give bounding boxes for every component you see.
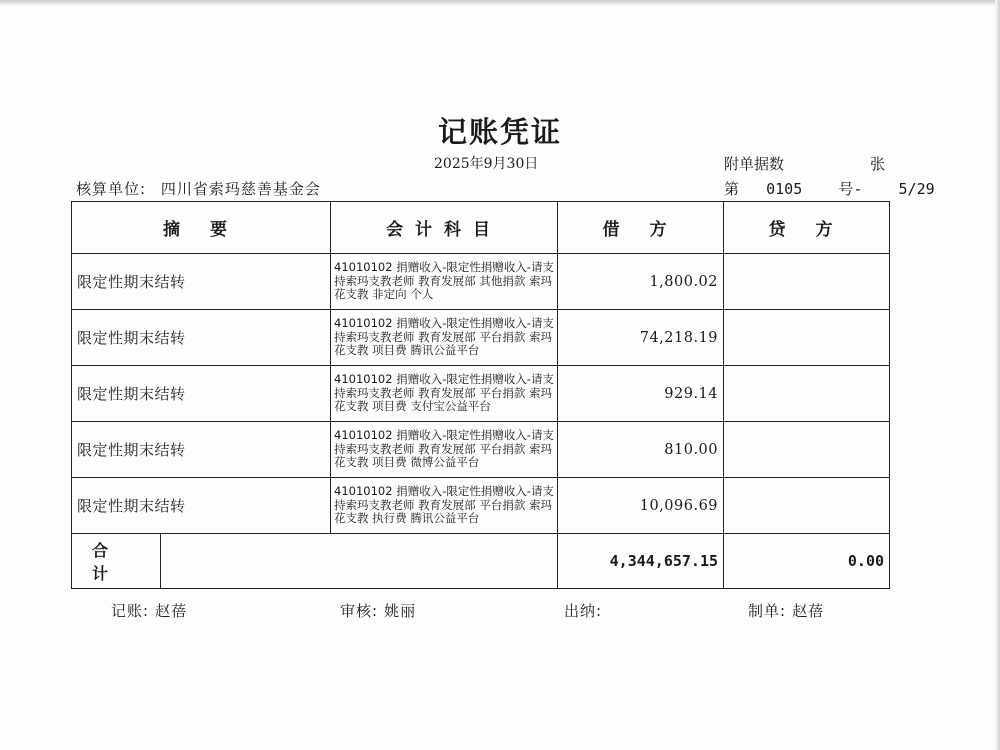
accounting-unit-name: 四川省索玛慈善基金会 [160, 180, 321, 198]
credit-cell [724, 310, 890, 366]
debit-cell: 10,096.69 [558, 478, 724, 534]
voucher-number-value: 0105 [766, 180, 803, 198]
debit-cell: 929.14 [558, 366, 724, 422]
debit-cell: 74,218.19 [558, 310, 724, 366]
credit-cell [724, 366, 890, 422]
debit-cell: 810.00 [558, 422, 724, 478]
attachment-label: 附单据数 [724, 155, 785, 173]
table-row [72, 254, 890, 310]
reviewer-name: 姚丽 [384, 602, 417, 620]
accounting-unit-label: 核算单位: [76, 180, 147, 198]
column-header-account: 会计科目 [331, 202, 558, 254]
table-row [72, 310, 890, 366]
total-row [72, 534, 890, 589]
bookkeeper-name: 赵蓓 [155, 602, 188, 620]
scan-edge [0, 0, 1000, 6]
voucher-page: 5/29 [898, 180, 935, 198]
summary-cell: 限定性期末结转 [72, 366, 331, 422]
bookkeeper-label: 记账: [111, 602, 150, 620]
table-row [72, 478, 890, 534]
table-row [72, 366, 890, 422]
summary-cell: 限定性期末结转 [72, 478, 331, 534]
summary-cell: 限定性期末结转 [72, 310, 331, 366]
voucher-prefix: 第 [724, 180, 740, 198]
voucher-suffix: 号- [838, 180, 863, 198]
signature-preparer [748, 600, 824, 621]
account-cell: 41010102 捐赠收入-限定性捐赠收入-请支持索玛支教老师 教育发展部 平台捐款 索玛花支教 项目费 支付宝公益平台 [331, 366, 558, 422]
account-cell: 41010102 捐赠收入-限定性捐赠收入-请支持索玛支教老师 教育发展部 平台捐款 索玛花支教 执行费 腾讯公益平台 [331, 478, 558, 534]
credit-cell [724, 478, 890, 534]
total-label: 合 计 [72, 534, 161, 589]
summary-cell: 限定性期末结转 [72, 422, 331, 478]
column-header-debit: 借 方 [558, 202, 724, 254]
account-cell: 41010102 捐赠收入-限定性捐赠收入-请支持索玛支教老师 教育发展部 平台捐款 索玛花支教 项目费 腾讯公益平台 [331, 310, 558, 366]
voucher-title: 记账凭证 [437, 115, 562, 149]
signature-bookkeeper [111, 600, 187, 621]
preparer-name: 赵蓓 [792, 602, 825, 620]
ledger-table [71, 201, 890, 589]
voucher-number [724, 178, 935, 199]
total-debit: 4,344,657.15 [558, 534, 724, 589]
account-cell: 41010102 捐赠收入-限定性捐赠收入-请支持索玛支教老师 教育发展部 其他捐款 索玛花支教 非定向 个人 [331, 254, 558, 310]
account-cell: 41010102 捐赠收入-限定性捐赠收入-请支持索玛支教老师 教育发展部 平台捐款 索玛花支教 项目费 微博公益平台 [331, 422, 558, 478]
credit-cell [724, 422, 890, 478]
preparer-label: 制单: [748, 602, 787, 620]
voucher-date: 2025年9月30日 [434, 156, 539, 172]
signature-cashier [564, 600, 608, 621]
column-header-summary: 摘 要 [72, 202, 331, 254]
accounting-unit [76, 178, 321, 199]
column-header-credit: 贷 方 [724, 202, 890, 254]
credit-cell [724, 254, 890, 310]
total-blank-cell [161, 534, 558, 589]
summary-cell: 限定性期末结转 [72, 254, 331, 310]
signature-reviewer [340, 600, 416, 621]
reviewer-label: 审核: [340, 602, 379, 620]
attachment-unit: 张 [870, 155, 886, 173]
table-header-row [72, 202, 890, 254]
cashier-label: 出纳: [564, 602, 603, 620]
debit-cell: 1,800.02 [558, 254, 724, 310]
total-credit: 0.00 [724, 534, 890, 589]
table-row [72, 422, 890, 478]
